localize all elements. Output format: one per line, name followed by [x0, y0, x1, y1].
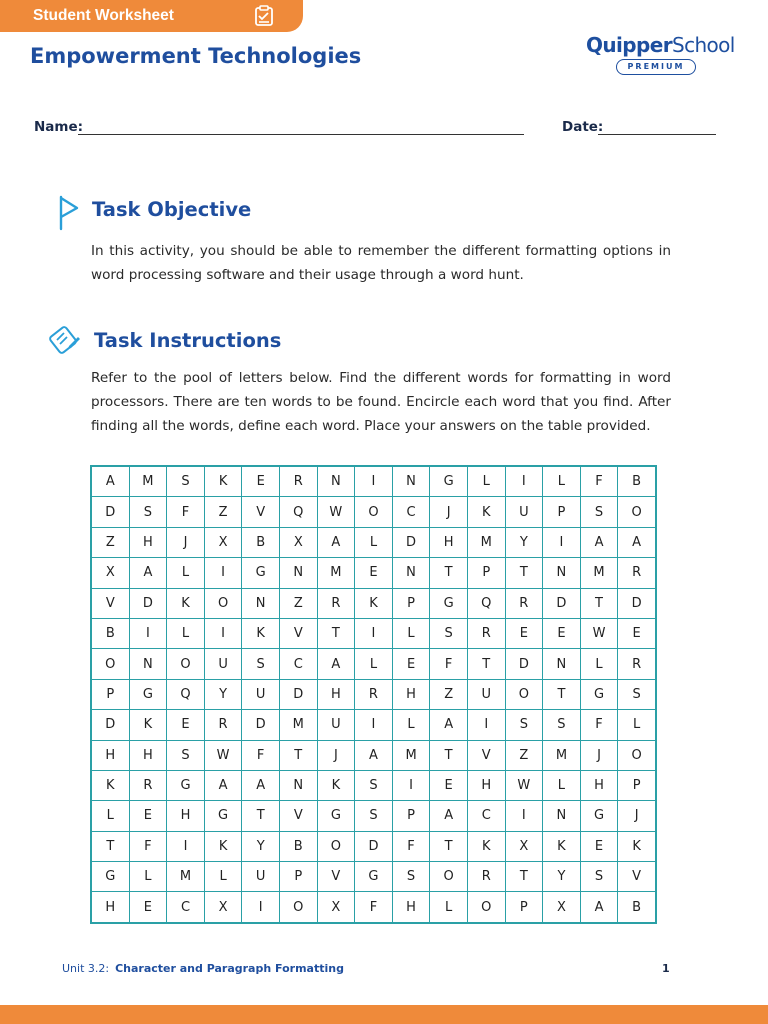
grid-cell[interactable]: S [543, 710, 581, 740]
word-search-grid-body [91, 466, 656, 923]
page-number: 1 [662, 962, 670, 975]
grid-cell[interactable]: T [505, 862, 543, 892]
grid-cell[interactable]: G [355, 862, 393, 892]
unit-number: Unit 3.2: [62, 962, 110, 975]
grid-cell[interactable]: E [392, 649, 430, 679]
footer-unit [62, 962, 344, 975]
grid-cell[interactable]: K [467, 831, 505, 861]
grid-cell[interactable]: G [167, 770, 205, 800]
grid-cell[interactable]: E [430, 770, 468, 800]
grid-cell[interactable]: G [204, 801, 242, 831]
grid-cell[interactable]: U [204, 649, 242, 679]
name-line[interactable] [78, 134, 524, 135]
grid-row [91, 497, 656, 527]
grid-cell[interactable]: H [129, 527, 167, 557]
grid-row [91, 740, 656, 770]
grid-cell[interactable]: P [91, 679, 129, 709]
grid-cell[interactable]: R [618, 558, 656, 588]
grid-cell[interactable]: Z [505, 740, 543, 770]
grid-cell[interactable]: V [317, 862, 355, 892]
grid-cell[interactable]: D [242, 710, 280, 740]
grid-cell[interactable]: T [467, 649, 505, 679]
grid-cell[interactable]: R [505, 588, 543, 618]
grid-cell[interactable]: L [204, 862, 242, 892]
grid-cell[interactable]: G [91, 862, 129, 892]
grid-cell[interactable]: T [543, 679, 581, 709]
grid-cell[interactable]: D [618, 588, 656, 618]
grid-cell[interactable]: W [317, 497, 355, 527]
grid-cell[interactable]: L [91, 801, 129, 831]
grid-cell[interactable]: Z [279, 588, 317, 618]
grid-cell[interactable]: F [580, 710, 618, 740]
grid-cell[interactable]: H [91, 892, 129, 923]
grid-cell[interactable]: P [505, 892, 543, 923]
grid-cell[interactable]: D [392, 527, 430, 557]
grid-cell[interactable]: A [204, 770, 242, 800]
grid-cell[interactable]: T [430, 740, 468, 770]
grid-cell[interactable]: L [167, 558, 205, 588]
grid-cell[interactable]: O [279, 892, 317, 923]
grid-cell[interactable]: W [505, 770, 543, 800]
grid-cell[interactable]: E [242, 466, 280, 497]
grid-cell[interactable]: E [355, 558, 393, 588]
grid-cell[interactable]: V [279, 618, 317, 648]
pencil-paper-icon [47, 322, 81, 361]
flag-icon [58, 195, 80, 236]
grid-row [91, 892, 656, 923]
grid-cell[interactable]: H [392, 679, 430, 709]
grid-cell[interactable]: P [392, 801, 430, 831]
grid-cell[interactable]: L [355, 527, 393, 557]
grid-cell[interactable]: R [204, 710, 242, 740]
grid-row [91, 618, 656, 648]
grid-cell[interactable]: I [505, 801, 543, 831]
grid-cell[interactable]: M [543, 740, 581, 770]
grid-cell[interactable]: I [204, 558, 242, 588]
grid-cell[interactable]: P [543, 497, 581, 527]
premium-badge: PREMIUM [616, 59, 696, 75]
grid-cell[interactable]: L [392, 710, 430, 740]
grid-cell[interactable]: I [467, 710, 505, 740]
grid-cell[interactable]: T [317, 618, 355, 648]
grid-cell[interactable]: I [355, 618, 393, 648]
grid-cell[interactable]: T [430, 558, 468, 588]
grid-cell[interactable]: N [279, 558, 317, 588]
grid-cell[interactable]: G [430, 466, 468, 497]
grid-cell[interactable]: N [543, 558, 581, 588]
grid-cell[interactable]: Z [204, 497, 242, 527]
grid-cell[interactable]: K [167, 588, 205, 618]
grid-cell[interactable]: C [392, 497, 430, 527]
grid-cell[interactable]: P [467, 558, 505, 588]
grid-cell[interactable]: V [618, 862, 656, 892]
grid-row [91, 862, 656, 892]
grid-cell[interactable]: V [242, 497, 280, 527]
grid-cell[interactable]: M [467, 527, 505, 557]
grid-cell[interactable]: E [618, 618, 656, 648]
grid-row [91, 710, 656, 740]
grid-cell[interactable]: T [242, 801, 280, 831]
grid-cell[interactable]: R [467, 618, 505, 648]
grid-cell[interactable]: S [355, 801, 393, 831]
grid-cell[interactable]: A [129, 558, 167, 588]
grid-cell[interactable]: J [167, 527, 205, 557]
grid-cell[interactable]: O [91, 649, 129, 679]
student-info-row [34, 119, 724, 139]
grid-cell[interactable]: R [129, 770, 167, 800]
grid-cell[interactable]: S [505, 710, 543, 740]
grid-cell[interactable]: A [242, 770, 280, 800]
grid-cell[interactable]: W [580, 618, 618, 648]
grid-cell[interactable]: T [279, 740, 317, 770]
objective-text: In this activity, you should be able to remember the different formatting options in word processing software and their usage through a word hunt. [91, 243, 671, 283]
grid-cell[interactable]: D [505, 649, 543, 679]
grid-cell[interactable]: N [392, 466, 430, 497]
grid-cell[interactable]: L [355, 649, 393, 679]
instructions-text: Refer to the pool of letters below. Find the different words for formatting in word processors. There are ten words to be found. Encircle each word that you find. After finding all the words, define each word. Place your answers on the table provided. [91, 370, 671, 434]
word-search-grid [90, 465, 657, 924]
grid-cell[interactable]: E [129, 801, 167, 831]
grid-cell[interactable]: F [167, 497, 205, 527]
grid-cell[interactable]: N [543, 801, 581, 831]
grid-cell[interactable]: P [618, 770, 656, 800]
grid-row [91, 466, 656, 497]
grid-cell[interactable]: O [430, 862, 468, 892]
grid-cell[interactable]: H [580, 770, 618, 800]
grid-cell[interactable]: V [467, 740, 505, 770]
grid-cell[interactable]: L [392, 618, 430, 648]
grid-cell[interactable]: R [279, 466, 317, 497]
grid-cell[interactable]: N [279, 770, 317, 800]
grid-cell[interactable]: L [580, 649, 618, 679]
grid-cell[interactable]: S [129, 497, 167, 527]
grid-cell[interactable]: B [618, 466, 656, 497]
grid-row [91, 831, 656, 861]
grid-cell[interactable]: F [392, 831, 430, 861]
name-label: Name: [34, 119, 84, 135]
grid-cell[interactable]: G [580, 679, 618, 709]
grid-cell[interactable]: W [204, 740, 242, 770]
grid-cell[interactable]: E [543, 618, 581, 648]
grid-cell[interactable]: H [91, 740, 129, 770]
grid-cell[interactable]: S [580, 862, 618, 892]
grid-cell[interactable]: N [543, 649, 581, 679]
grid-cell[interactable]: D [279, 679, 317, 709]
grid-cell[interactable]: Y [505, 527, 543, 557]
grid-cell[interactable]: R [355, 679, 393, 709]
grid-cell[interactable]: D [91, 497, 129, 527]
grid-cell[interactable]: X [204, 527, 242, 557]
grid-cell[interactable]: M [317, 558, 355, 588]
grid-cell[interactable]: O [618, 497, 656, 527]
date-line[interactable] [598, 134, 716, 135]
grid-cell[interactable]: A [430, 710, 468, 740]
grid-cell[interactable]: R [618, 649, 656, 679]
grid-cell[interactable]: M [279, 710, 317, 740]
bottom-bar [0, 1005, 768, 1024]
grid-cell[interactable]: M [392, 740, 430, 770]
grid-cell[interactable]: F [430, 649, 468, 679]
grid-cell[interactable]: I [129, 618, 167, 648]
grid-cell[interactable]: Y [242, 831, 280, 861]
grid-cell[interactable]: V [279, 801, 317, 831]
grid-cell[interactable]: U [242, 862, 280, 892]
grid-cell[interactable]: D [129, 588, 167, 618]
grid-cell[interactable]: S [580, 497, 618, 527]
grid-cell[interactable]: D [91, 710, 129, 740]
grid-cell[interactable]: K [355, 588, 393, 618]
grid-row [91, 801, 656, 831]
grid-cell[interactable]: E [505, 618, 543, 648]
grid-cell[interactable]: H [430, 527, 468, 557]
grid-cell[interactable]: I [204, 618, 242, 648]
grid-cell[interactable]: S [167, 466, 205, 497]
grid-cell[interactable]: L [618, 710, 656, 740]
grid-cell[interactable]: I [543, 527, 581, 557]
grid-cell[interactable]: C [167, 892, 205, 923]
grid-cell[interactable]: O [204, 588, 242, 618]
grid-cell[interactable]: K [204, 831, 242, 861]
grid-cell[interactable]: P [279, 862, 317, 892]
grid-cell[interactable]: D [543, 588, 581, 618]
grid-cell[interactable]: X [204, 892, 242, 923]
grid-cell[interactable]: E [580, 831, 618, 861]
grid-cell[interactable]: O [618, 740, 656, 770]
grid-cell[interactable]: X [505, 831, 543, 861]
worksheet-tab [0, 0, 303, 32]
grid-cell[interactable]: R [467, 862, 505, 892]
grid-row [91, 770, 656, 800]
grid-cell[interactable]: I [392, 770, 430, 800]
unit-title: Character and Paragraph Formatting [115, 962, 344, 975]
grid-cell[interactable]: F [242, 740, 280, 770]
grid-cell[interactable]: B [242, 527, 280, 557]
grid-cell[interactable]: L [129, 862, 167, 892]
grid-cell[interactable]: S [618, 679, 656, 709]
grid-cell[interactable]: O [317, 831, 355, 861]
grid-cell[interactable]: A [317, 527, 355, 557]
grid-cell[interactable]: Z [430, 679, 468, 709]
grid-cell[interactable]: A [355, 740, 393, 770]
grid-cell[interactable]: U [467, 679, 505, 709]
grid-cell[interactable]: K [543, 831, 581, 861]
grid-cell[interactable]: S [355, 770, 393, 800]
grid-cell[interactable]: L [467, 466, 505, 497]
grid-cell[interactable]: S [167, 740, 205, 770]
date-label: Date: [562, 119, 604, 135]
grid-cell[interactable]: M [167, 862, 205, 892]
grid-cell[interactable]: O [467, 892, 505, 923]
grid-cell[interactable]: N [129, 649, 167, 679]
grid-row [91, 649, 656, 679]
grid-cell[interactable]: A [618, 527, 656, 557]
grid-cell[interactable]: O [167, 649, 205, 679]
grid-cell[interactable]: J [618, 801, 656, 831]
grid-cell[interactable]: H [129, 740, 167, 770]
grid-cell[interactable]: A [317, 649, 355, 679]
grid-cell[interactable]: K [204, 466, 242, 497]
instructions-title: Task Instructions [94, 329, 282, 352]
grid-cell[interactable]: X [279, 527, 317, 557]
grid-cell[interactable]: P [392, 588, 430, 618]
grid-cell[interactable]: T [580, 588, 618, 618]
grid-cell[interactable]: B [618, 892, 656, 923]
grid-cell[interactable]: Y [204, 679, 242, 709]
grid-cell[interactable]: V [91, 588, 129, 618]
grid-cell[interactable]: A [580, 527, 618, 557]
grid-cell[interactable]: C [279, 649, 317, 679]
grid-cell[interactable]: N [317, 466, 355, 497]
grid-cell[interactable]: H [317, 679, 355, 709]
grid-cell[interactable]: S [242, 649, 280, 679]
grid-cell[interactable]: Q [279, 497, 317, 527]
grid-cell[interactable]: M [129, 466, 167, 497]
grid-cell[interactable]: F [580, 466, 618, 497]
objective-title: Task Objective [92, 198, 252, 221]
brand-logo [586, 33, 735, 75]
grid-cell[interactable]: K [242, 618, 280, 648]
subject-title: Empowerment Technologies [30, 44, 362, 68]
grid-cell[interactable]: S [430, 618, 468, 648]
grid-cell[interactable]: Q [167, 679, 205, 709]
grid-cell[interactable]: J [430, 497, 468, 527]
grid-cell[interactable]: H [392, 892, 430, 923]
grid-cell[interactable]: L [543, 770, 581, 800]
grid-cell[interactable]: S [392, 862, 430, 892]
grid-cell[interactable]: I [355, 466, 393, 497]
grid-cell[interactable]: H [467, 770, 505, 800]
grid-cell[interactable]: T [505, 558, 543, 588]
grid-cell[interactable]: G [580, 801, 618, 831]
grid-cell[interactable]: I [505, 466, 543, 497]
grid-cell[interactable]: K [91, 770, 129, 800]
grid-cell[interactable]: I [242, 892, 280, 923]
grid-cell[interactable]: I [167, 831, 205, 861]
grid-cell[interactable]: X [317, 892, 355, 923]
grid-cell[interactable]: G [430, 588, 468, 618]
grid-cell[interactable]: X [543, 892, 581, 923]
grid-cell[interactable]: T [430, 831, 468, 861]
grid-cell[interactable]: Y [543, 862, 581, 892]
grid-cell[interactable]: K [467, 497, 505, 527]
grid-cell[interactable]: O [355, 497, 393, 527]
grid-cell[interactable]: Z [91, 527, 129, 557]
grid-cell[interactable]: E [129, 892, 167, 923]
grid-row [91, 679, 656, 709]
grid-cell[interactable]: T [91, 831, 129, 861]
grid-row [91, 588, 656, 618]
grid-cell[interactable]: L [167, 618, 205, 648]
grid-cell[interactable]: R [317, 588, 355, 618]
grid-cell[interactable]: U [317, 710, 355, 740]
grid-cell[interactable]: D [355, 831, 393, 861]
grid-cell[interactable]: J [317, 740, 355, 770]
grid-cell[interactable]: I [355, 710, 393, 740]
grid-cell[interactable]: L [543, 466, 581, 497]
grid-cell[interactable]: M [580, 558, 618, 588]
grid-cell[interactable]: O [505, 679, 543, 709]
grid-cell[interactable]: G [242, 558, 280, 588]
grid-cell[interactable]: H [167, 801, 205, 831]
grid-cell[interactable]: K [618, 831, 656, 861]
grid-cell[interactable]: K [129, 710, 167, 740]
grid-cell[interactable]: N [242, 588, 280, 618]
worksheet-tab-label: Student Worksheet [33, 7, 174, 24]
grid-cell[interactable]: A [91, 466, 129, 497]
grid-row [91, 558, 656, 588]
clipboard-check-icon [254, 5, 274, 32]
grid-cell[interactable]: C [467, 801, 505, 831]
grid-cell[interactable]: F [129, 831, 167, 861]
grid-cell[interactable]: L [430, 892, 468, 923]
grid-cell[interactable]: X [91, 558, 129, 588]
grid-cell[interactable]: A [430, 801, 468, 831]
grid-cell[interactable]: J [580, 740, 618, 770]
grid-cell[interactable]: B [91, 618, 129, 648]
grid-cell[interactable]: U [242, 679, 280, 709]
brand-name: QuipperSchool [586, 33, 735, 57]
grid-cell[interactable]: B [279, 831, 317, 861]
grid-cell[interactable]: F [355, 892, 393, 923]
grid-cell[interactable]: G [129, 679, 167, 709]
grid-cell[interactable]: E [167, 710, 205, 740]
grid-cell[interactable]: N [392, 558, 430, 588]
grid-row [91, 527, 656, 557]
grid-cell[interactable]: G [317, 801, 355, 831]
grid-cell[interactable]: A [580, 892, 618, 923]
grid-cell[interactable]: Q [467, 588, 505, 618]
grid-cell[interactable]: U [505, 497, 543, 527]
grid-cell[interactable]: K [317, 770, 355, 800]
